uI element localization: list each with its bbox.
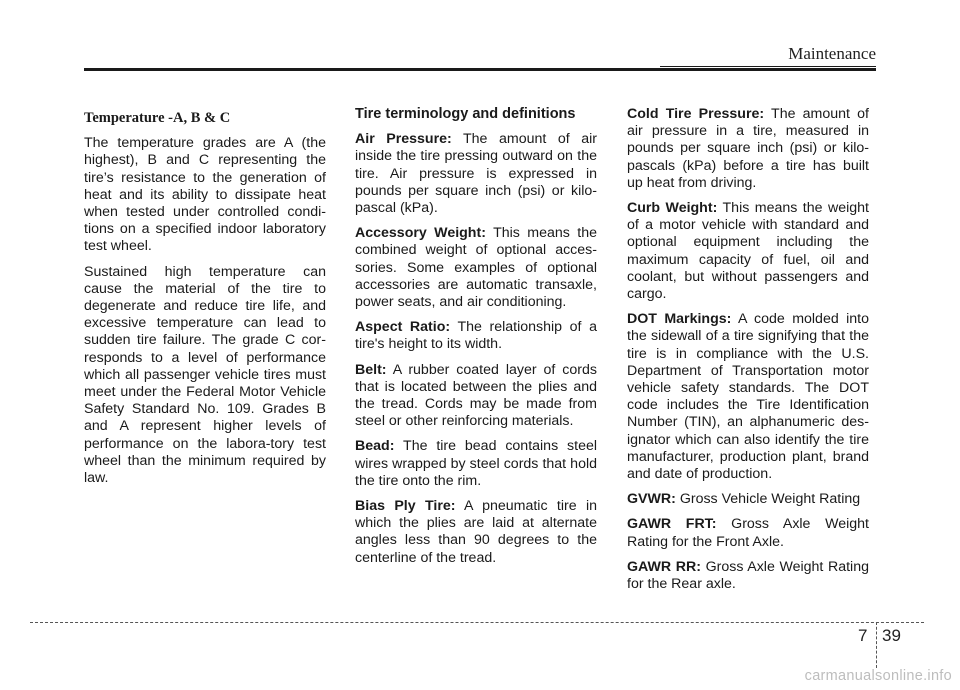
definition [355, 362, 597, 431]
definition-text: A rubber coated layer of cords that is located between the plies and the tread. Cords may be made from steel or other reinforcing materials. [355, 361, 597, 430]
definition-term: Curb Weight: [627, 200, 718, 217]
definition [627, 200, 869, 303]
definition [355, 319, 597, 353]
definition [627, 106, 869, 192]
definition-term: Aspect Ratio: [355, 319, 451, 336]
definition-text: The amount of air pressure in a tire, measured in pounds per square inch (psi) or kilo-pascals (kPa) before a tire has built up heat from driving. [627, 106, 870, 191]
column-2 [355, 106, 597, 575]
definition-term: GAWR RR: [627, 558, 701, 575]
definition-text: The tire bead contains steel wires wrapped by steel cords that hold the tire onto the rim. [355, 438, 597, 489]
definition-text: The amount of air inside the tire pressing outward on the tire. Air pressure is expressed in pounds per square inch (psi) or kilo-pascal (kPa). [355, 131, 597, 217]
terminology-heading: Tire terminology and definitions [355, 106, 576, 122]
definition-text: A code molded into the sidewall of a tire signifying that the tire is in compliance with the U.S. Department of Transportation motor vehicle safety standards. The DOT code includes the Tire Identification Number (TIN), an alphanumeric des-ignator which can also identify the tire manufacturer, production plant, brand and date of production. [627, 311, 869, 483]
column-1 [84, 106, 326, 495]
definition-term: Accessory Weight: [355, 225, 486, 242]
page-number-separator [876, 622, 877, 668]
definition [627, 311, 869, 483]
definition [355, 498, 597, 567]
definition-term: Belt: [355, 361, 387, 378]
section-title: Maintenance [788, 44, 876, 63]
header-rule [84, 68, 876, 71]
page-number: 39 [882, 626, 901, 645]
definition-text: Gross Axle Weight Rating for the Front Axle. [627, 516, 869, 550]
definition [355, 131, 597, 217]
definition-term: Bead: [355, 438, 395, 455]
definition-text: This means the weight of a motor vehicle with standard and optional equipment including the maximum capacity of fuel, oil and coolant, but without passengers and cargo. [627, 200, 869, 303]
definition-term: GAWR FRT: [627, 516, 717, 533]
definition [627, 559, 869, 593]
definition-term: GVWR: [627, 491, 676, 508]
paragraph: Sustained high temperature can cause the material of the tire to degenerate and reduce tire life, and excessive temperature can lead to sudden tire failure. The grade C cor-responds to a level of performance which all passenger vehicle tires must meet under the Federal Motor Vehicle Safety Standard No. 109. Grades B and A represent higher levels of performance on the labora-tory test wheel than the minimum required by law. [84, 263, 326, 487]
temperature-heading: Temperature -A, B & C [84, 110, 231, 126]
header-rule-thin [660, 66, 876, 67]
watermark: carmanualsonline.info [804, 668, 952, 684]
definition-text: The relationship of a tire's height to its width. [355, 319, 597, 353]
footer-rule [30, 622, 924, 623]
definition-term: Cold Tire Pressure: [627, 106, 765, 122]
definition [355, 225, 597, 311]
definition-term: Bias Ply Tire: [355, 498, 456, 515]
chapter-number: 7 [858, 626, 868, 645]
definition-term: DOT Markings: [627, 311, 732, 328]
definition-text: A pneumatic tire in which the plies are laid at alternate angles less than 90 degrees to the centerline of the tread. [355, 498, 597, 566]
column-3 [627, 106, 869, 601]
definition [627, 516, 869, 550]
definition-text: Gross Vehicle Weight Rating [675, 491, 861, 508]
definition-term: Air Pressure: [355, 131, 452, 148]
definition [627, 491, 869, 508]
paragraph: The temperature grades are A (the highest), B and C representing the tire’s resistance to the generation of heat and its ability to dissipate heat when tested under controlled condi-tions on a specified indoor laboratory test wheel. [84, 135, 326, 255]
definition [355, 438, 597, 490]
definition-text: Gross Axle Weight Rating for the Rear axle. [627, 558, 869, 593]
definition-text: This means the combined weight of optional acces-sories. Some examples of optional accessories are automatic transaxle, power seats, and air conditioning. [355, 225, 597, 311]
